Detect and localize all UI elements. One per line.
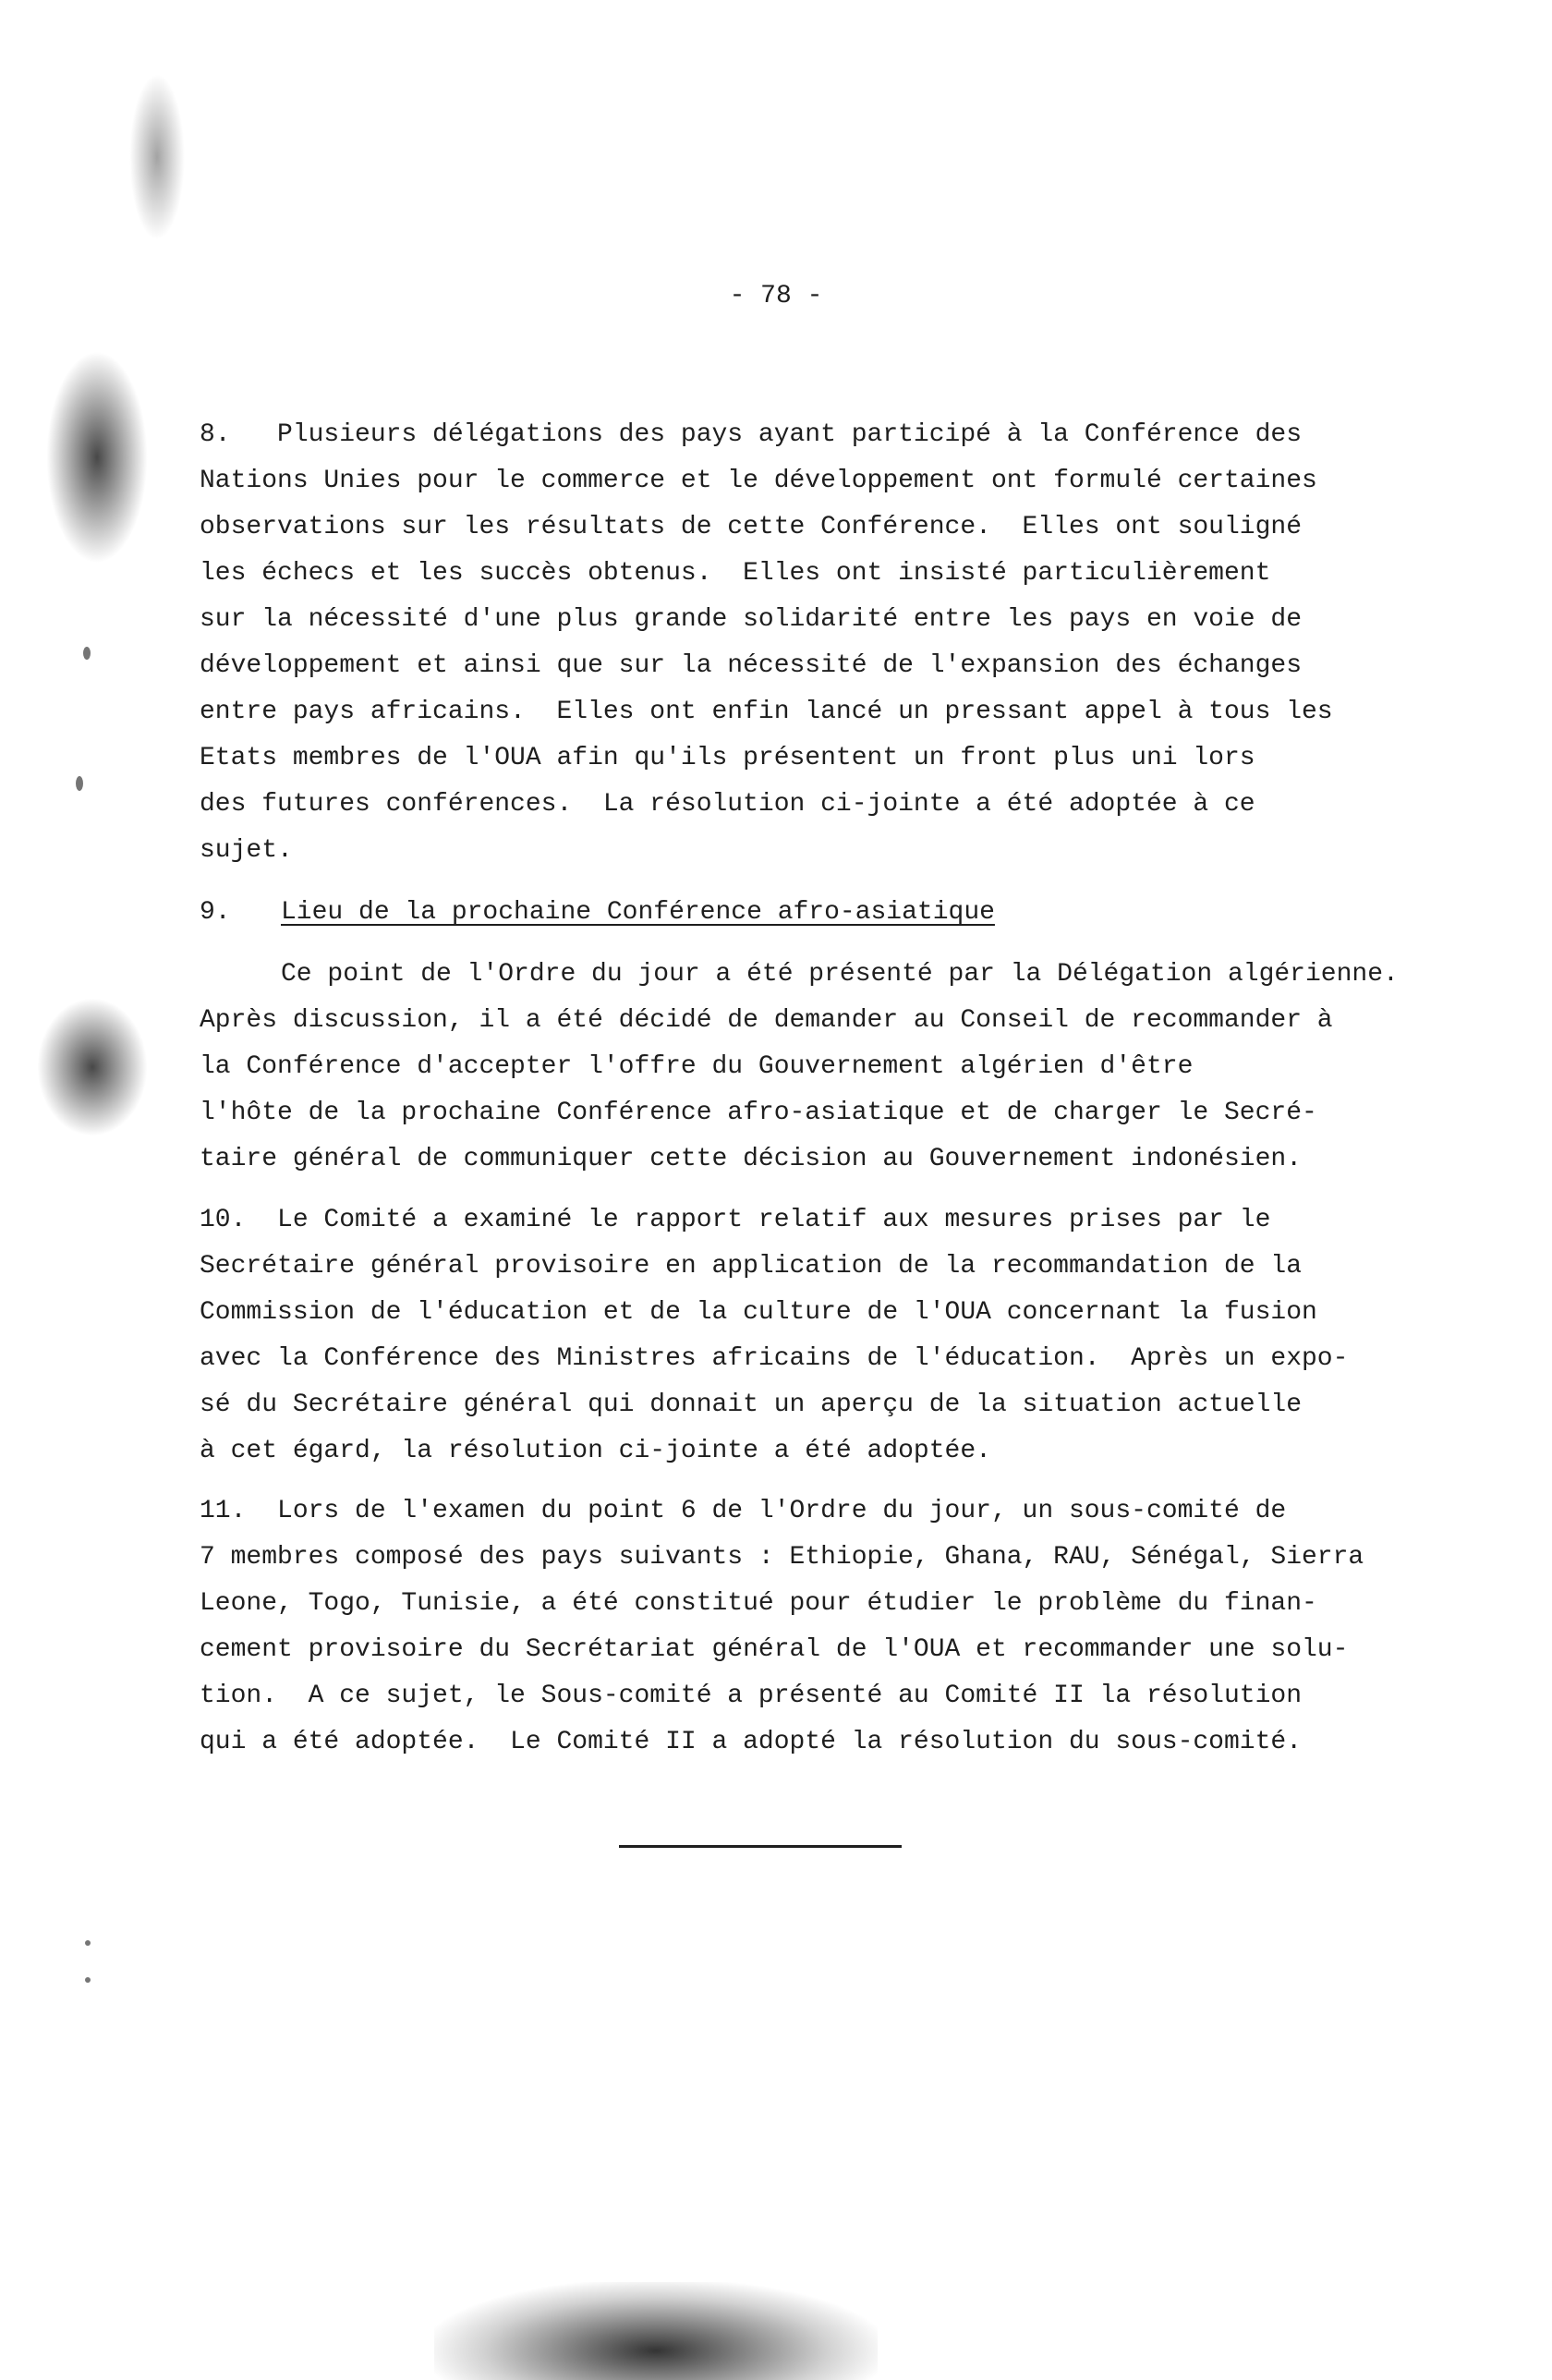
paragraph-8-line: les échecs et les succès obtenus. Elles ont insisté particulièrement	[200, 559, 1271, 588]
paragraph-8-line: 8. Plusieurs délégations des pays ayant participé à la Conférence des	[200, 420, 1302, 449]
scan-smudge	[37, 998, 148, 1136]
paragraph-10-line: sé du Secrétaire général qui donnait un aperçu de la situation actuelle	[200, 1390, 1302, 1419]
paragraph-8-line: des futures conférences. La résolution ci-jointe a été adoptée à ce	[200, 790, 1255, 819]
paragraph-9-line: Après discussion, il a été décidé de demander au Conseil de recommander à	[200, 1006, 1333, 1035]
paragraph-10-line: Commission de l'éducation et de la culture de l'OUA concernant la fusion	[200, 1298, 1317, 1327]
scan-smudge	[46, 351, 148, 564]
paragraph-8-line: sur la nécessité d'une plus grande solidarité entre les pays en voie de	[200, 605, 1302, 634]
paragraph-11-line: qui a été adoptée. Le Comité II a adopté la résolution du sous-comité.	[200, 1728, 1302, 1756]
paragraph-11-line: 7 membres composé des pays suivants : Ethiopie, Ghana, RAU, Sénégal, Sierra	[200, 1543, 1364, 1572]
scan-speck	[83, 647, 91, 660]
paragraph-11-line: 11. Lors de l'examen du point 6 de l'Ordre du jour, un sous-comité de	[200, 1497, 1287, 1525]
paragraph-9-line: la Conférence d'accepter l'offre du Gouvernement algérien d'être	[200, 1052, 1194, 1081]
paragraph-8-line: sujet.	[200, 836, 293, 865]
closing-rule	[619, 1845, 902, 1848]
scan-speck	[85, 1940, 91, 1946]
scan-speck	[85, 1977, 91, 1983]
paragraph-9-line: Ce point de l'Ordre du jour a été présenté par la Délégation algérienne.	[281, 960, 1399, 989]
paragraph-9-line: l'hôte de la prochaine Conférence afro-asiatique et de charger le Secré-	[200, 1099, 1317, 1127]
paragraph-8-line: observations sur les résultats de cette Conférence. Elles ont souligné	[200, 513, 1302, 541]
paragraph-8-line: développement et ainsi que sur la nécessité de l'expansion des échanges	[200, 651, 1302, 680]
paragraph-10-line: avec la Conférence des Ministres africains de l'éducation. Après un expo-	[200, 1344, 1349, 1373]
scan-smudge	[129, 74, 185, 240]
paragraph-8-line: entre pays africains. Elles ont enfin lancé un pressant appel à tous les	[200, 698, 1333, 726]
paragraph-10-line: Secrétaire général provisoire en application de la recommandation de la	[200, 1252, 1302, 1281]
paragraph-10-line: à cet égard, la résolution ci-jointe a été adoptée.	[200, 1437, 991, 1465]
paragraph-8-line: Nations Unies pour le commerce et le développement ont formulé certaines	[200, 467, 1317, 495]
paragraph-11-line: Leone, Togo, Tunisie, a été constitué pour étudier le problème du finan-	[200, 1589, 1317, 1618]
scan-smudge-bottom	[434, 2282, 878, 2380]
section-9-number: 9.	[200, 898, 231, 927]
paragraph-9-line: taire général de communiquer cette décision au Gouvernement indonésien.	[200, 1145, 1302, 1173]
paragraph-8-line: Etats membres de l'OUA afin qu'ils présentent un front plus uni lors	[200, 744, 1255, 772]
paragraph-11-line: cement provisoire du Secrétariat général de l'OUA et recommander une solu-	[200, 1635, 1349, 1664]
page-number: - 78 -	[729, 282, 823, 310]
paragraph-10-line: 10. Le Comité a examiné le rapport relatif aux mesures prises par le	[200, 1206, 1271, 1234]
section-9-heading: Lieu de la prochaine Conférence afro-asiatique	[281, 898, 995, 927]
scan-speck	[76, 776, 83, 791]
paragraph-11-line: tion. A ce sujet, le Sous-comité a présenté au Comité II la résolution	[200, 1682, 1302, 1710]
